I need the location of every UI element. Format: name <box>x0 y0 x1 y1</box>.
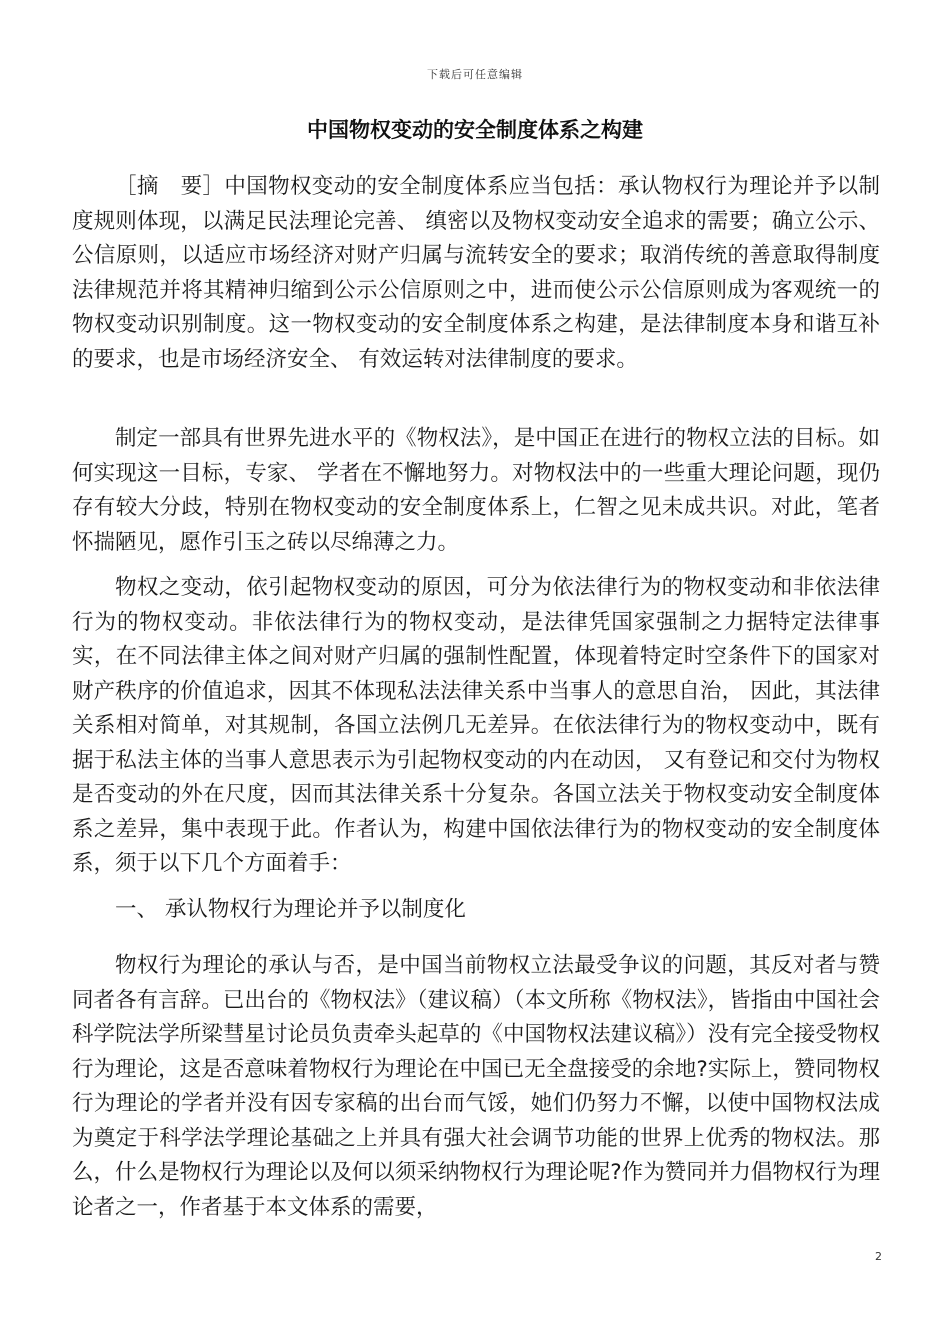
section-heading-1: 一、 承认物权行为理论并予以制度化 <box>115 897 466 922</box>
document-title: 中国物权变动的安全制度体系之构建 <box>307 118 643 142</box>
body-paragraph-2: 物权之变动，依引起物权变动的原因，可分为依法律行为的物权变动和非依法律行为的物权变动。非依法律行为的物权变动，是法律凭国家强制之力据特定法律事实，在不同法律主体之间对财产归属的强制性配置，体现着特定时空条件下的国家对财产秩序的价值追求，因其不体现私法法律关系中当事人的意思自治， 因此，其法律关系相对简单，对其规制，各国立法例几无差异。在依法律行为的物权变动中，既有据于私法主体的当事人意思表示为引起物权变动的内在动因， 又有登记和交付为物权是否变动的外在尺度，因而其法律关系十分复杂。各国立法关于物权变动安全制度体系之差异，集中表现于此。作者认为，构建中国依法律行为的物权变动的安全制度体系，须于以下几个方面着手： <box>72 575 880 876</box>
page-number: 2 <box>875 1250 882 1263</box>
abstract-paragraph: ［摘 要］中国物权变动的安全制度体系应当包括：承认物权行为理论并予以制度规则体现，以满足民法理论完善、 缜密以及物权变动安全追求的需要；确立公示、 公信原则，以适应市场经济对财产归属与流转安全的要求；取消传统的善意取得制度法律规范并将其精神归缩到公示公信原则之中，进而使公示公信原则成为客观统一的物权变动识别制度。这一物权变动的安全制度体系之构建，是法律制度本身和谐互补的要求，也是市场经济安全、 有效运转对法律制度的要求。 <box>72 174 880 372</box>
body-paragraph-3: 物权行为理论的承认与否，是中国当前物权立法最受争议的问题，其反对者与赞同者各有言辞。已出台的《物权法》（建议稿）（本文所称《物权法》，皆指由中国社会科学院法学所梁彗星讨论员负责牵头起草的《中国物权法建议稿》）没有完全接受物权行为理论，这是否意味着物权行为理论在中国已无全盘接受的余地?实际上，赞同物权行为理论的学者并没有因专家稿的出台而气馁，她们仍努力不懈，以使中国物权法成为奠定于科学法学理论基础之上并具有强大社会调节功能的世界上优秀的物权法。那么，什么是物权行为理论以及何以须采纳物权行为理论呢?作为赞同并力倡物权行为理论者之一，作者基于本文体系的需要， <box>72 953 880 1220</box>
body-paragraph-1: 制定一部具有世界先进水平的《物权法》，是中国正在进行的物权立法的目标。如何实现这一目标，专家、 学者在不懈地努力。对物权法中的一些重大理论问题，现仍存有较大分歧，特别在物权变动的安全制度体系上，仁智之见未成共识。对此，笔者怀揣陋见，愿作引玉之砖以尽绵薄之力。 <box>72 426 880 555</box>
header-note: 下载后可任意编辑 <box>427 68 523 81</box>
